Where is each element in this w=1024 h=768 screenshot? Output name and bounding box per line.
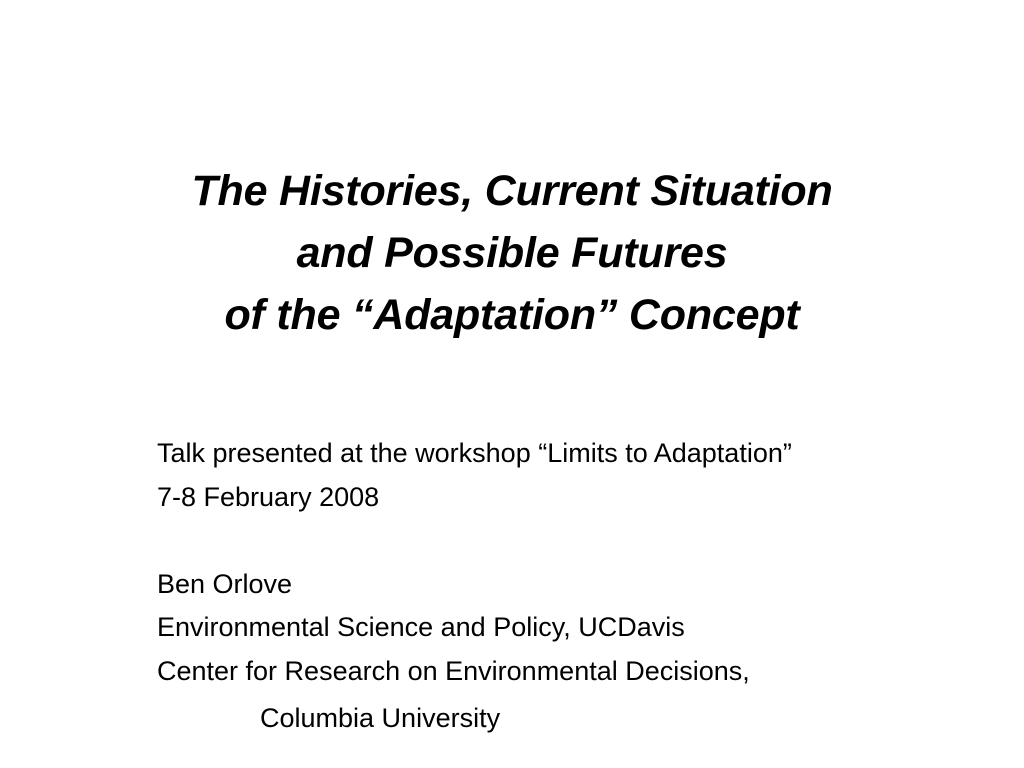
title-line-1: The Histories, Current Situation	[191, 167, 833, 215]
date-line: 7-8 February 2008	[157, 481, 380, 512]
slide-title	[0, 160, 1024, 346]
affiliation-2: Center for Research on Environmental Decisions,	[157, 655, 750, 686]
affiliation-1: Environmental Science and Policy, UCDavis	[157, 612, 685, 642]
title-line-2: and Possible Futures	[296, 229, 728, 277]
affiliation-2-continued: Columbia University	[260, 703, 501, 733]
slide-body	[157, 432, 997, 741]
title-line-3: of the “Adaptation” Concept	[224, 291, 800, 339]
spacer	[157, 519, 997, 563]
author-name: Ben Orlove	[157, 568, 293, 599]
talk-line: Talk presented at the workshop “Limits to Adaptation”	[157, 438, 792, 468]
